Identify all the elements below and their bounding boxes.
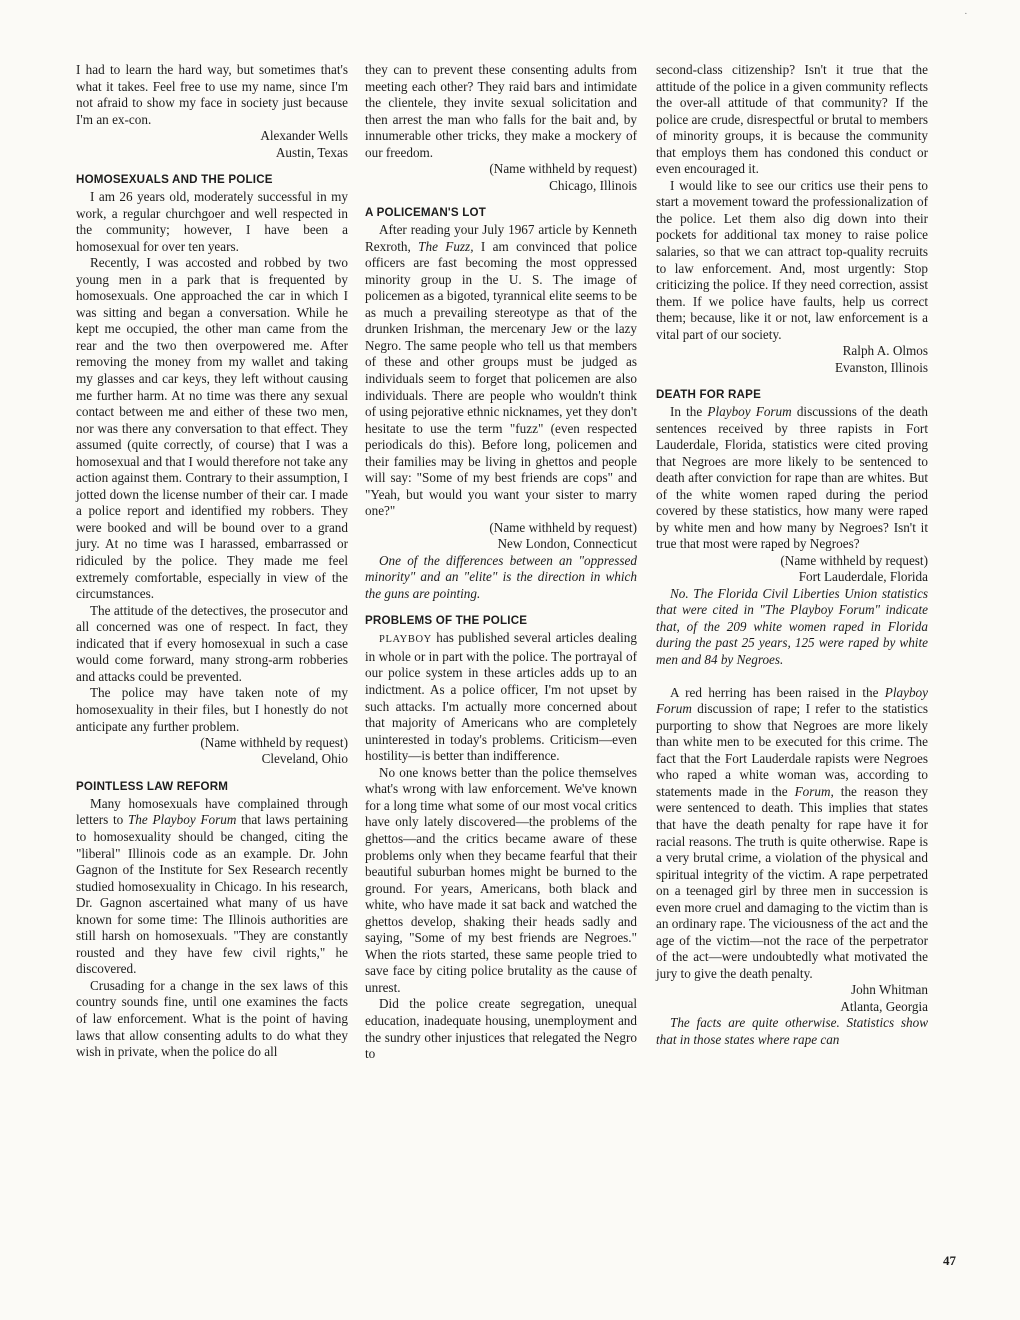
signature-name: Alexander Wells <box>260 128 348 144</box>
signature-place: Cleveland, Ohio <box>261 751 348 767</box>
signature-name: (Name withheld by request) <box>489 161 637 177</box>
signature-atlanta <box>656 982 928 1015</box>
column-2 <box>365 62 637 1063</box>
editor-reply: One of the differences between an "oppressed minority" and an "elite" is the direction in which the guns are pointing. <box>365 552 637 601</box>
signature-new-london <box>365 520 637 553</box>
signature-alexander-wells <box>76 128 348 161</box>
column-1 <box>76 62 348 1061</box>
article-title: The Fuzz, <box>418 238 474 254</box>
signature-name: John Whitman <box>850 982 928 998</box>
signature-cleveland <box>76 735 348 768</box>
signature-fort-lauderdale <box>656 553 928 586</box>
publication-title: The Playboy Forum <box>127 812 237 828</box>
signature-name: (Name withheld by request) <box>489 519 637 535</box>
heading-homosexuals-and-the-police: HOMOSEXUALS AND THE POLICE <box>76 173 273 186</box>
publication-title: Playboy Forum <box>707 404 792 420</box>
signature-place: New London, Connecticut <box>497 536 637 552</box>
paragraph: Many homosexuals have complained through letters to The Playboy Forum that laws pertaining to homosexuality should be changed, citing the "liberal" Illinois code as an example. Dr. John Gagnon of the Institute for Sex Research recently studied homosexuality in Chicago. In his research, Dr. Gagnon ascertained what many of us have known for some time: The Illinois authorities are still harsh on homosexuals. "They are constantly rousted and they have few civil rights," he discovered. <box>76 795 348 977</box>
paragraph: The police may have taken note of my homosexuality in their files, but I honestly do not anticipate any further problem. <box>76 685 348 734</box>
paragraph: PLAYBOY has published several articles dealing in whole or in part with the police. The portrayal of our police system in these articles adds up to an indictment. As a police officer, I'm not upset by such attacks. I'm actually more concerned about that majority of Americans who are completely uninterested in today's problems. Criticism—even hostility—is better than indifference. <box>365 630 637 764</box>
signature-evanston <box>656 343 928 376</box>
heading-problems-of-the-police: PROBLEMS OF THE POLICE <box>365 614 528 628</box>
paragraph: second-class citizenship? Isn't it true that the attitude of the police in a given community reflects the over-all attitude of that community? If the police are crude, disrespectful or brutal to members of minority groups, it is because the community that employs them has condoned this conduct or even encouraged it. <box>656 62 928 177</box>
paragraph: The attitude of the detectives, the prosecutor and all concerned was one of respect. In fact, they indicated that if every homosexual in such a case would come forward, many strong-arm robberies and attacks could be prevented. <box>76 602 348 684</box>
letter-intro-paragraph: I had to learn the hard way, but sometimes that's what it takes. Feel free to use my name, since I'm not afraid to show my face in society just because I'm an ex-con. <box>76 62 348 127</box>
column-3 <box>656 62 928 1048</box>
paragraph: A red herring has been raised in the Playboy Forum discussion of rape; I refer to the statistics purporting to show that Negroes are more likely than white men to be executed for this crime. The fact that the Fort Lauderdale rapists were Negroes who raped a white woman was, according to statements made in the Forum, the reason they were sentenced to death. This implies that states that have the death penalty for rape have it for racial reasons. The truth is quite otherwise. Rape is a very brutal crime, a violation of the physical and spiritual integrity of the victim. A rape perpetrated on a teenaged girl by three men in succession is even more cruel and damaging to the victim than is an ordinary rape. The viciousness of the act and the age of the victim—not the race of the perpetrator of the act—were undoubtedly what motivated the jury to give the death penalty. <box>656 684 929 981</box>
signature-name: (Name withheld by request) <box>780 553 928 569</box>
paragraph: Crusading for a change in the sex laws of this country sounds fine, until one examines the facts of law enforcement. What is the point of having laws that allow consenting adults to do what they wish in private, when the police do all <box>76 977 348 1060</box>
signature-place: Atlanta, Georgia <box>840 998 928 1014</box>
paragraph: After reading your July 1967 article by Kenneth Rexroth, The Fuzz, I am convinced that police officers are fast becoming the most oppressed minority group in the U. S. The image of policemen as a bigoted, tyrannical elite seems to be as much a prevailing stereotype as that of the drunken Irishman, the mercenary Jew or the lazy Negro. The same people who tell us that members of these and other groups must be judged as individuals seem to forget that policemen are also individuals. There are people who wouldn't think of using pejorative ethnic nicknames, yet they don't hesitate to use the term "fuzz" (even respected periodicals do this). Before long, policemen and their families may be living in ghettos and people will say: "Some of my best friends are cops" and "Yeah, but would you want your sister to marry one?" <box>365 222 637 519</box>
spacer <box>656 669 928 685</box>
paragraph: they can to prevent these consenting adults from meeting each other? They raid bars and intimidate the clientele, they invite sexual solicitation and then arrest the man who falls for the bait and, by innumerable other tricks, they make a mockery of our freedom. <box>365 62 637 160</box>
signature-place: Austin, Texas <box>275 144 348 160</box>
signature-place: Fort Lauderdale, Florida <box>798 569 928 585</box>
editor-reply: No. The Florida Civil Liberties Union statistics that were cited in "The Playboy Forum" indicate that, of the 209 white women raped in Florida during the past 25 years, 125 were raped by white men and 84 by Negroes. <box>656 585 928 668</box>
editor-reply: The facts are quite otherwise. Statistics show that in those states where rape can <box>656 1015 928 1047</box>
heading-death-for-rape: DEATH FOR RAPE <box>656 388 761 402</box>
paragraph: I am 26 years old, moderately successful in my work, a regular churchgoer and well respected in the community; however, I have been a homosexual for over ten years. <box>76 189 348 254</box>
heading-pointless-law-reform: POINTLESS LAW REFORM <box>76 779 229 793</box>
paragraph: I would like to see our critics use their pens to start a movement toward the professionalization of the police. Let them also dig down into their pockets for additional tax money to raise police salaries, so that we can attract top-quality recruits to law enforcement. And, most urgently: Stop criticizing the police. If they need correction, assist them. If we police have faults, help us correct them; because, like it or not, law enforcement is a vital part of our society. <box>656 177 928 342</box>
signature-name: (Name withheld by request) <box>200 735 348 751</box>
paragraph: No one knows better than the police themselves what's wrong with law enforcement. We've known for a long time what some of our most vocal critics have only lately discovered—the problems of the ghettos—and the critics became aware of these problems only when they became fearful that their beautiful suburban homes might be burned to the ground. For years, Americans, both black and white, who have made it sat back and watched the ghettos develop, shaking their heads sadly and saying, "Some of my best friends are Negroes." When the riots started, these same people tried to save face by citing police brutality as the cause of unrest. <box>365 764 637 995</box>
publication-title: Forum, <box>794 783 834 799</box>
publication-title: Playboy Forum <box>656 684 928 717</box>
signature-name: Ralph A. Olmos <box>842 343 928 359</box>
brand-name: PLAYBOY <box>379 634 432 646</box>
paragraph: Did the police create segregation, unequal education, inadequate housing, unemployment and the sundry other injustices that relegated the Negro to <box>365 996 637 1062</box>
heading-a-policemans-lot: A POLICEMAN'S LOT <box>365 206 487 220</box>
signature-chicago <box>365 161 637 194</box>
page-corner-mark: · <box>964 8 968 20</box>
paragraph: Recently, I was accosted and robbed by two young men in a park that is frequented by homosexuals. One approached the car in which I was sitting and began a conversation. While he kept me occupied, the other man came from the rear and the two then overpowered me. After removing the money from my wallet and taking my glasses and car keys, they left without causing me further harm. At no time was there any sexual contact between me and either of these two men, nor was there any conversation to that effect. They assumed (quite correctly, of course) that I was a homosexual and that I would therefore not take any action against them. Contrary to their assumption, I jotted down the license number of their car. I made a police report and identified my robbers. They were booked and will be bound over to a grand jury. At no time was I harassed, embarrassed or ridiculed by the police. They made me feel extremely comfortable, especially in view of the circumstances. <box>76 255 348 602</box>
signature-place: Evanston, Illinois <box>834 359 928 375</box>
paragraph: In the Playboy Forum discussions of the death sentences received by three rapists in Fort Lauderdale, Florida, statistics were cited proving that Negroes are more likely to be sentenced to death after conviction for rape than are whites. But of the white women raped during the period covered by these statistics, how many were raped by white men and how many by Negroes? Isn't it true that most were raped by Negroes? <box>656 404 928 552</box>
signature-place: Chicago, Illinois <box>549 177 637 193</box>
page-number: 47 <box>943 1253 956 1268</box>
